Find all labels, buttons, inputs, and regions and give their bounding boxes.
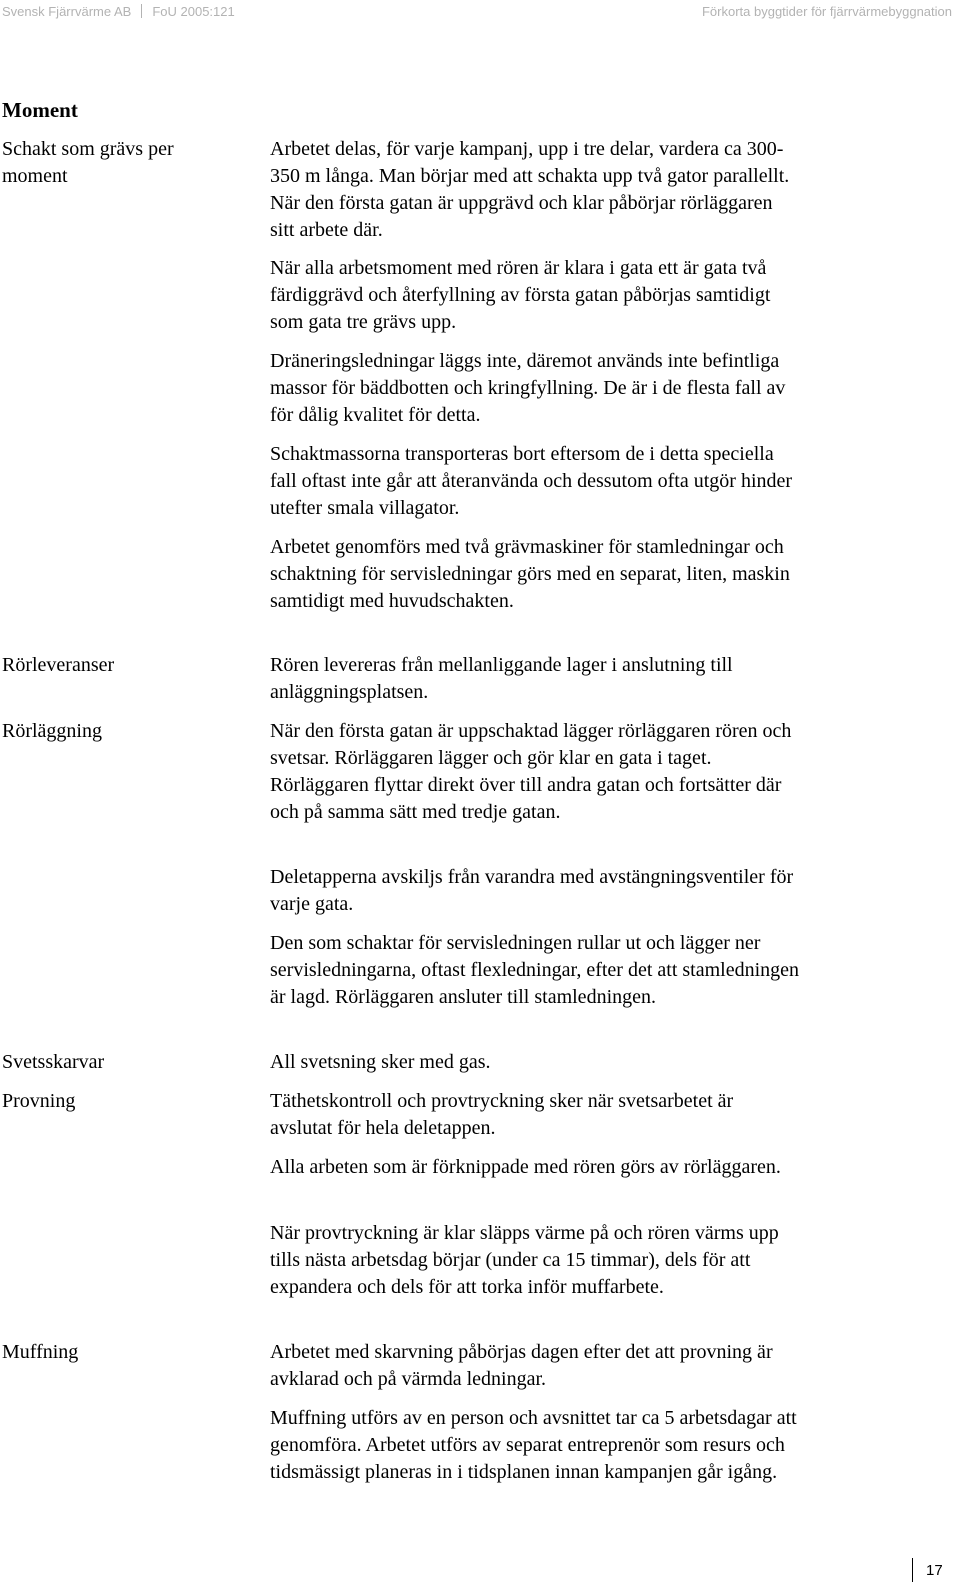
paragraph-13: När provtryckning är klar släpps värme på och rören värms upp tills nästa arbetsdag börjar (under ca 15 timmar), dels för att expandera och dels för att torka inför muffarbete. xyxy=(270,1222,779,1298)
label-provning: Provning xyxy=(2,1090,76,1112)
paragraph-9: Den som schaktar för servisledningen rullar ut och lägger ner servisledningarna, oftast flexledningar, efter det att stamledningen är lagd. Rörläggaren ansluter till stamledningen. xyxy=(270,932,800,1008)
label-rorlaggning: Rörläggning xyxy=(2,720,102,742)
label-schakt: Schakt som grävs per moment xyxy=(2,138,174,187)
label-muffning: Muffning xyxy=(2,1341,79,1363)
paragraph-4: Schaktmassorna transporteras bort eftersom de i detta speciella fall oftast inte går att återanvända och dessutom ofta utgör hinder utefter smala villagator. xyxy=(270,443,793,519)
label-rorleveranser: Rörleveranser xyxy=(2,654,115,676)
paragraph-2: När alla arbetsmoment med rören är klara i gata ett är gata två färdiggrävd och återfyllning av första gatan påbörjas samtidigt som gata tre grävs upp. xyxy=(270,257,771,333)
paragraph-10: All svetsning sker med gas. xyxy=(270,1051,491,1073)
paragraph-8: Deletapperna avskiljs från varandra med avstängningsventiler för varje gata. xyxy=(270,866,794,915)
label-svetsskarvar: Svetsskarvar xyxy=(2,1051,105,1073)
paragraph-1: Arbetet delas, för varje kampanj, upp i tre delar, vardera ca 300-350 m långa. Man börjar med att schakta upp två gator parallellt. När den första gatan är uppgrävd och klar påbörjar rörläggaren sitt arbete där. xyxy=(270,138,790,241)
paragraph-12: Alla arbeten som är förknippade med rören görs av rörläggaren. xyxy=(270,1156,781,1178)
section-heading: Moment xyxy=(2,98,78,122)
paragraph-11: Täthetskontroll och provtryckning sker när svetsarbetet är avslutat för hela deletappen. xyxy=(270,1090,734,1139)
footer-divider xyxy=(912,1558,913,1582)
paragraph-6: Rören levereras från mellanliggande lager i anslutning till anläggningsplatsen. xyxy=(270,654,733,703)
header-separator xyxy=(141,4,142,18)
paragraph-5: Arbetet genomförs med två grävmaskiner för stamledningar och schaktning för servisledningar görs med en separat, liten, maskin samtidigt med huvudschakten. xyxy=(270,536,790,612)
page-header xyxy=(0,0,960,24)
header-title: Förkorta byggtider för fjärrvärmebyggnation xyxy=(701,4,952,19)
paragraph-3: Dräneringsledningar läggs inte, däremot används inte befintliga massor för bäddbotten och kringfyllning. De är i de flesta fall av för dålig kvalitet för detta. xyxy=(270,350,786,426)
header-org: Svensk Fjärrvärme AB xyxy=(2,4,132,19)
header-left xyxy=(2,4,235,19)
paragraph-15: Muffning utförs av en person och avsnittet tar ca 5 arbetsdagar att genomföra. Arbetet utförs av separat entreprenör som resurs och tidsmässigt planeras in i tidsplanen innan kampanjen går igång. xyxy=(270,1407,797,1483)
paragraph-7: När den första gatan är uppschaktad lägger rörläggaren rören och svetsar. Rörläggaren lägger och gör klar en gata i taget. Rörläggaren flyttar direkt över till andra gatan och fortsätter där och på samma sätt med tredje gatan. xyxy=(270,720,792,823)
paragraph-14: Arbetet med skarvning påbörjas dagen efter det att provning är avklarad och på värmda ledningar. xyxy=(270,1341,773,1390)
page-number: 17 xyxy=(926,1562,943,1579)
header-report: FoU 2005:121 xyxy=(152,4,235,19)
